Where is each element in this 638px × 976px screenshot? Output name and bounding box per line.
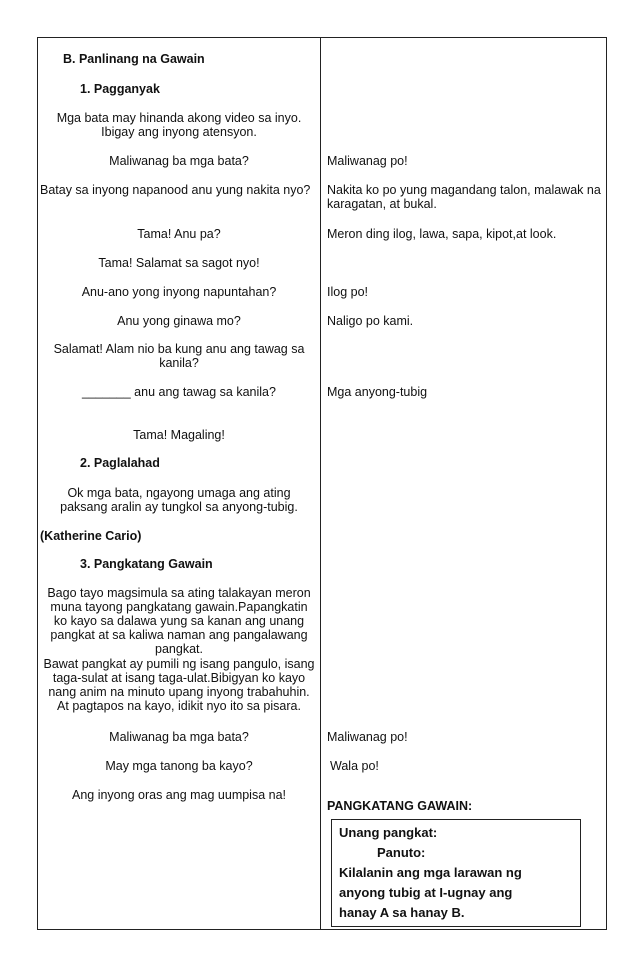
pupil-answer-seen-line2: karagatan, at bukal. xyxy=(327,197,437,211)
task-text-line1: Kilalanin ang mga larawan ng xyxy=(339,865,522,880)
teacher-present-line1: Ok mga bata, ngayong umaga ang ating xyxy=(67,486,291,500)
teacher-praise: Tama! Magaling! xyxy=(133,428,225,442)
teacher-present-line2: paksang aralin ay tungkol sa anyong-tubig. xyxy=(60,500,298,514)
group-instruction-line4: pangkat at sa kaliwa naman ang pangalawang xyxy=(50,628,308,642)
teacher-question-more: Tama! Anu pa? xyxy=(137,227,221,241)
pupil-answer-places: Ilog po! xyxy=(327,285,369,299)
pupil-answer-more: Meron ding ilog, lawa, sapa, kipot,at look. xyxy=(327,227,557,241)
group-instruction-line3: ko kayo sa dalawa yung sa kanan ang unang xyxy=(53,614,305,628)
pupil-answer-clear: Maliwanag po! xyxy=(327,154,408,168)
step-pagganyak: 1. Pagganyak xyxy=(80,82,160,96)
teacher-question-clear: Maliwanag ba mga bata? xyxy=(109,154,249,168)
teacher-thanks: Tama! Salamat sa sagot nyo! xyxy=(98,256,260,270)
teacher-question-call-line1: Salamat! Alam nio ba kung anu ang tawag sa xyxy=(53,342,305,356)
teacher-start: Ang inyong oras ang mag uumpisa na! xyxy=(71,788,287,802)
teacher-question-questions: May mga tanong ba kayo? xyxy=(105,759,253,773)
teacher-question-did: Anu yong ginawa mo? xyxy=(117,314,241,328)
teacher-intro-line1: Mga bata may hinanda akong video sa inyo. xyxy=(56,111,302,125)
teacher-intro-line2: Ibigay ang inyong atensyon. xyxy=(101,125,257,139)
teacher-question-places: Anu-ano yong inyong napuntahan? xyxy=(81,285,277,299)
teacher-question-blank: _______ anu ang tawag sa kanila? xyxy=(82,385,276,399)
teacher-question-call-line2: kanila? xyxy=(159,356,199,370)
group-instruction-line1: Bago tayo magsimula sa ating talakayan meron xyxy=(47,586,311,600)
author-credit: (Katherine Cario) xyxy=(40,529,142,543)
group-instruction-line5: pangkat. xyxy=(155,642,203,656)
task-instruction-label: Panuto: xyxy=(377,845,426,860)
group-instruction-line9: At pagtapos na kayo, idikit nyo ito sa pisara. xyxy=(57,699,301,713)
step-paglalahad: 2. Paglalahad xyxy=(80,456,160,470)
group-instruction-line7: taga-sulat at isang taga-ulat.Bibigyan ko kayo xyxy=(52,671,306,685)
pupil-answer-none: Wala po! xyxy=(330,759,379,773)
pupil-answer-seen-line1: Nakita ko po yung magandang talon, malawak na xyxy=(327,183,601,197)
teacher-question-clear-2: Maliwanag ba mga bata? xyxy=(109,730,249,744)
activity-title: PANGKATANG GAWAIN: xyxy=(327,799,473,813)
pupil-answer-clear-2: Maliwanag po! xyxy=(327,730,408,744)
pupil-answer-call: Mga anyong-tubig xyxy=(327,385,428,399)
task-text-line2: anyong tubig at I-ugnay ang xyxy=(339,885,513,900)
teacher-question-watched: Batay sa inyong napanood anu yung nakita nyo? xyxy=(40,183,311,197)
group-instruction-line2: muna tayong pangkatang gawain.Papangkatin xyxy=(50,600,308,614)
group-instruction-line6: Bawat pangkat ay pumili ng isang pangulo, isang xyxy=(43,657,315,671)
column-divider xyxy=(320,37,321,930)
step-pangkatang-gawain: 3. Pangkatang Gawain xyxy=(80,557,213,571)
section-title: B. Panlinang na Gawain xyxy=(63,52,205,66)
pupil-answer-did: Naligo po kami. xyxy=(327,314,414,328)
group-instruction-line8: nang anim na minuto upang inyong trabahuhin. xyxy=(48,685,310,699)
task-text-line3: hanay A sa hanay B. xyxy=(339,905,465,920)
task-group-label: Unang pangkat: xyxy=(339,825,438,840)
